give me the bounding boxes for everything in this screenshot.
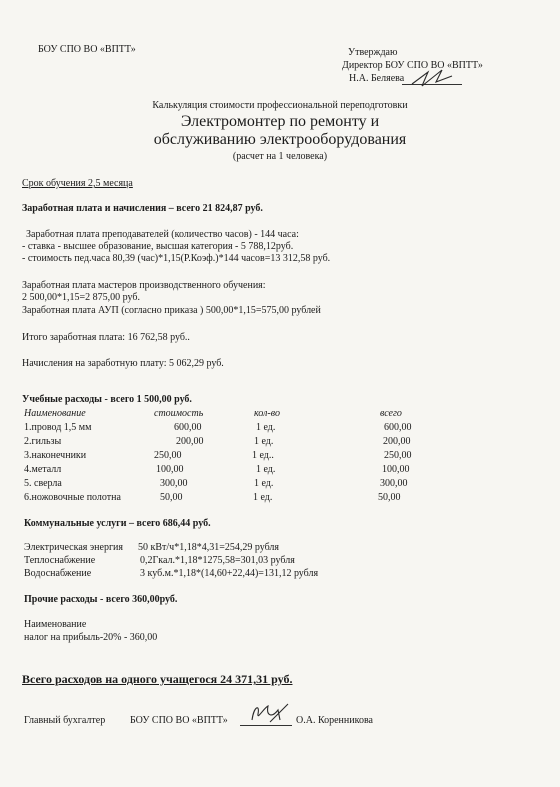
approve-label: Утверждаю — [348, 47, 398, 58]
doc-title-line4: (расчет на 1 человека) — [232, 151, 328, 162]
row-total: 100,00 — [382, 464, 410, 475]
footer-name: О.А. Коренникова — [296, 715, 373, 726]
org-name: БОУ СПО ВО «ВПТТ» — [38, 44, 136, 55]
row-name: 2.гильзы — [24, 436, 62, 447]
teachers-rate: - ставка - высшее образование, высшая категория - 5 788,12руб. — [22, 241, 294, 252]
table-row — [24, 464, 464, 476]
row-total: 600,00 — [384, 422, 412, 433]
row-total: 200,00 — [383, 436, 411, 447]
other-tax: налог на прибыль-20% - 360,00 — [24, 632, 158, 643]
masters-salary: Заработная плата мастеров производственного обучения: — [22, 280, 266, 291]
row-cost: 50,00 — [160, 492, 183, 503]
row-name: 3.наконечники — [24, 450, 87, 461]
utility-electricity: Электрическая энергия — [24, 542, 124, 553]
row-qty: 1 ед. — [256, 464, 276, 475]
accountant-signature-icon — [244, 700, 292, 726]
row-cost: 300,00 — [160, 478, 188, 489]
col-cost: стоимость — [154, 408, 204, 419]
table-row — [24, 492, 464, 504]
other-heading: Прочие расходы - всего 360,00руб. — [24, 594, 178, 605]
col-name: Наименование — [24, 408, 86, 419]
row-total: 250,00 — [384, 450, 412, 461]
doc-title-line3: обслуживанию электрооборудования — [153, 131, 407, 148]
utility-water-calc: 3 куб.м.*1,18*(14,60+22,44)=131,12 рубля — [140, 568, 319, 579]
footer-role: Главный бухгалтер — [24, 715, 106, 726]
row-cost: 100,00 — [156, 464, 184, 475]
utility-heating: Теплоснабжение — [24, 555, 96, 566]
aup-salary: Заработная плата АУП (согласно приказа ) 500,00*1,15=575,00 рублей — [22, 305, 321, 316]
masters-calc: 2 500,00*1,15=2 875,00 руб. — [22, 292, 140, 303]
table-row — [24, 422, 464, 434]
other-name-label: Наименование — [24, 619, 87, 630]
row-qty: 1 ед. — [254, 436, 274, 447]
utility-heating-calc: 0,2Гкал.*1,18*1275,58=301,03 рубля — [140, 555, 295, 566]
salary-heading: Заработная плата и начисления – всего 21 824,87 руб. — [22, 203, 263, 214]
table-row — [24, 436, 464, 448]
table-row — [24, 478, 464, 490]
doc-title-line2: Электромонтер по ремонту и — [180, 113, 380, 130]
director-signature-icon — [408, 66, 456, 90]
footer-org: БОУ СПО ВО «ВПТТ» — [130, 715, 228, 726]
row-name: 6.ножовочные полотна — [24, 492, 121, 503]
row-total: 50,00 — [378, 492, 401, 503]
salary-total: Итого заработная плата: 16 762,58 руб.. — [22, 332, 190, 343]
study-table-header — [24, 408, 464, 420]
table-row — [24, 450, 464, 462]
col-total: всего — [380, 408, 402, 419]
row-name: 1.провод 1,5 мм — [24, 422, 92, 433]
doc-title-line1: Калькуляция стоимости профессиональной переподготовки — [152, 100, 408, 111]
row-cost: 250,00 — [154, 450, 182, 461]
director-name: Н.А. Беляева — [349, 73, 405, 84]
teachers-salary: Заработная плата преподавателей (количество часов) - 144 часа: — [26, 229, 299, 240]
utility-water: Водоснабжение — [24, 568, 92, 579]
teachers-hour-cost: - стоимость пед.часа 80,39 (час)*1,15(Р.Коэф.)*144 часов=13 312,58 руб. — [22, 253, 331, 264]
row-qty: 1 ед.. — [252, 450, 274, 461]
col-qty: кол-во — [254, 408, 280, 419]
row-name: 5. сверла — [24, 478, 62, 489]
study-term: Срок обучения 2,5 месяца — [22, 178, 133, 189]
salary-accruals: Начисления на заработную плату: 5 062,29 руб. — [22, 358, 224, 369]
director-title: Директор БОУ СПО ВО «ВПТТ» — [342, 60, 483, 71]
row-qty: 1 ед. — [256, 422, 276, 433]
row-cost: 200,00 — [176, 436, 204, 447]
utilities-heading: Коммунальные услуги – всего 686,44 руб. — [24, 518, 211, 529]
row-name: 4.металл — [24, 464, 62, 475]
row-qty: 1 ед. — [253, 492, 273, 503]
total-per-student: Всего расходов на одного учащегося 24 371,31 руб. — [22, 672, 293, 686]
row-total: 300,00 — [380, 478, 408, 489]
utility-electricity-calc: 50 кВт/ч*1,18*4,31=254,29 рубля — [138, 542, 280, 553]
row-qty: 1 ед. — [254, 478, 274, 489]
row-cost: 600,00 — [174, 422, 202, 433]
study-heading: Учебные расходы - всего 1 500,00 руб. — [22, 394, 192, 405]
